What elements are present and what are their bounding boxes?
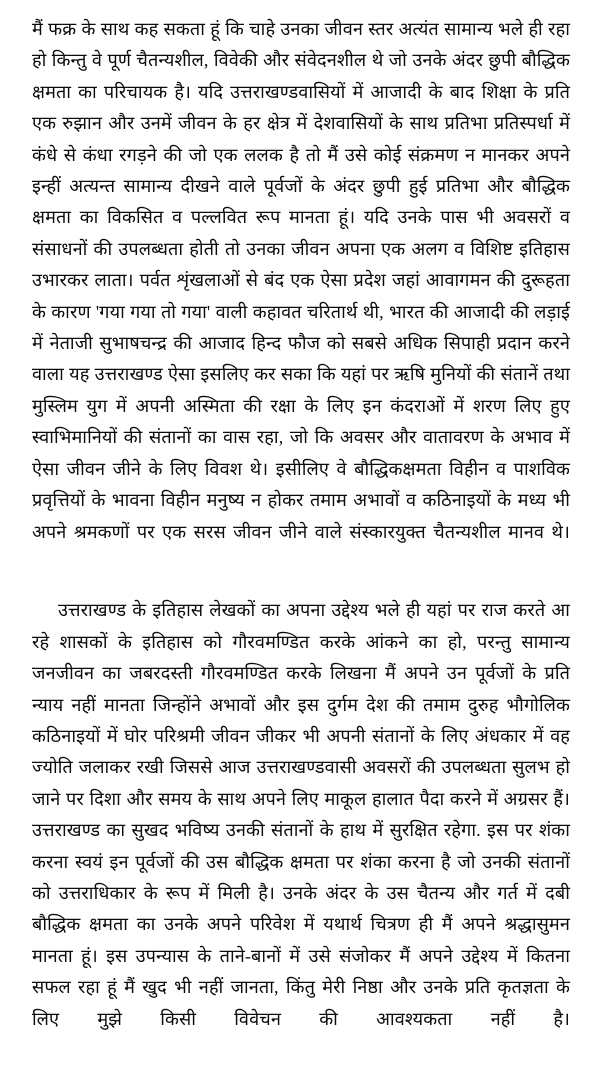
document-body	[32, 14, 570, 1066]
paragraph-2: उत्तराखण्ड के इतिहास लेखकों का अपना उद्देश्य भले ही यहां पर राज करते आ रहे शासकों के इतिहास को गौरवमण्डित करके आंकने का हो, परन्तु सामान्य जनजीवन का जबरदस्ती गौरवमण्डित करके लिखना मैं अपने उन पूर्वजों के प्रति न्याय नहीं मानता जिन्होंने अभावों और इस दुर्गम देश की तमाम दुरुह भौगोलिक कठिनाइयों में घोर परिश्रमी जीवन जीकर भी अपनी संतानों के लिए अंधकार में वह ज्योति जलाकर रखी जिससे आज उत्तराखण्डवासी अवसरों की उपलब्धता सुलभ हो जाने पर दिशा और समय के साथ अपने लिए माकूल हालात पैदा करने में अग्रसर हैं। उत्तराखण्ड का सुखद भविष्य उनकी संतानों के हाथ में सुरक्षित रहेगा. इस पर शंका करना स्वयं इन पूर्वजों की उस बौद्धिक क्षमता पर शंका करना है जो उनकी संतानों को उत्तराधिकार के रूप में मिली है। उनके अंदर के उस चैतन्य और गर्त में दबी बौद्धिक क्षमता का उनके अपने परिवेश में यथार्थ चित्रण ही मैं अपने श्रद्धासुमन मानता हूं। इस उपन्यास के ताने-बानों में उसे संजोकर मैं अपने उद्देश्य में कितना सफल रहा हूं मैं खुद भी नहीं जानता, किंतु मेरी निष्ठा और उनके प्रति कृतज्ञता के लिए मुझे किसी विवेचन की आवश्यकता नहीं है।	[32, 600, 570, 1029]
paragraph-1: मैं फक्र के साथ कह सकता हूं कि चाहे उनका जीवन स्तर अत्यंत सामान्य भले ही रहा हो किन्तु वे पूर्ण चैतन्यशील, विवेकी और संवेदनशील थे जो उनके अंदर छुपी बौद्धिक क्षमता का परिचायक है। यदि उत्तराखण्डवासियों में आजादी के बाद शिक्षा के प्रति एक रुझान और उनमें जीवन के हर क्षेत्र में देशवासियों के साथ प्रतिभा प्रतिस्पर्धा में कंधे से कंधा रगड़ने की जो एक ललक है तो मैं उसे कोई संक्रमण न मानकर अपने इन्हीं अत्यन्त सामान्य दीखने वाले पूर्वजों के अंदर छुपी हुई प्रतिभा और बौद्धिक क्षमता का विकसित व पल्लवित रूप मानता हूं। यदि उनके पास भी अवसरों व संसाधनों की उपलब्धता होती तो उनका जीवन अपना एक अलग व विशिष्ट इतिहास उभारकर लाता। पर्वत शृंखलाओं से बंद एक ऐसा प्रदेश जहां आवागमन की दुरूहता के कारण 'गया गया तो गया' वाली कहावत चरितार्थ थी, भारत की आजादी की लड़ाई में नेताजी सुभाषचन्द्र की आजाद हिन्द फौज को सबसे अधिक सिपाही प्रदान करने वाला यह उत्तराखण्ड ऐसा इसलिए कर सका कि यहां पर ऋषि मुनियों की संतानें तथा मुस्लिम युग में अपनी अस्मिता की रक्षा के लिए इन कंदराओं में शरण लिए हुए स्वाभिमानियों की संतानों का वास रहा, जो कि अवसर और वातावरण के अभाव में ऐसा जीवन जीने के लिए विवश थे। इसीलिए वे बौद्धिकक्षमता विहीन व पाशविक प्रवृत्तियों के भावना विहीन मनुष्य न होकर तमाम अभावों व कठिनाइयों के मध्य भी अपने श्रमकणों पर एक सरस जीवन जीने वाले संस्कारयुक्त चैतन्यशील मानव थे।	[32, 19, 570, 542]
